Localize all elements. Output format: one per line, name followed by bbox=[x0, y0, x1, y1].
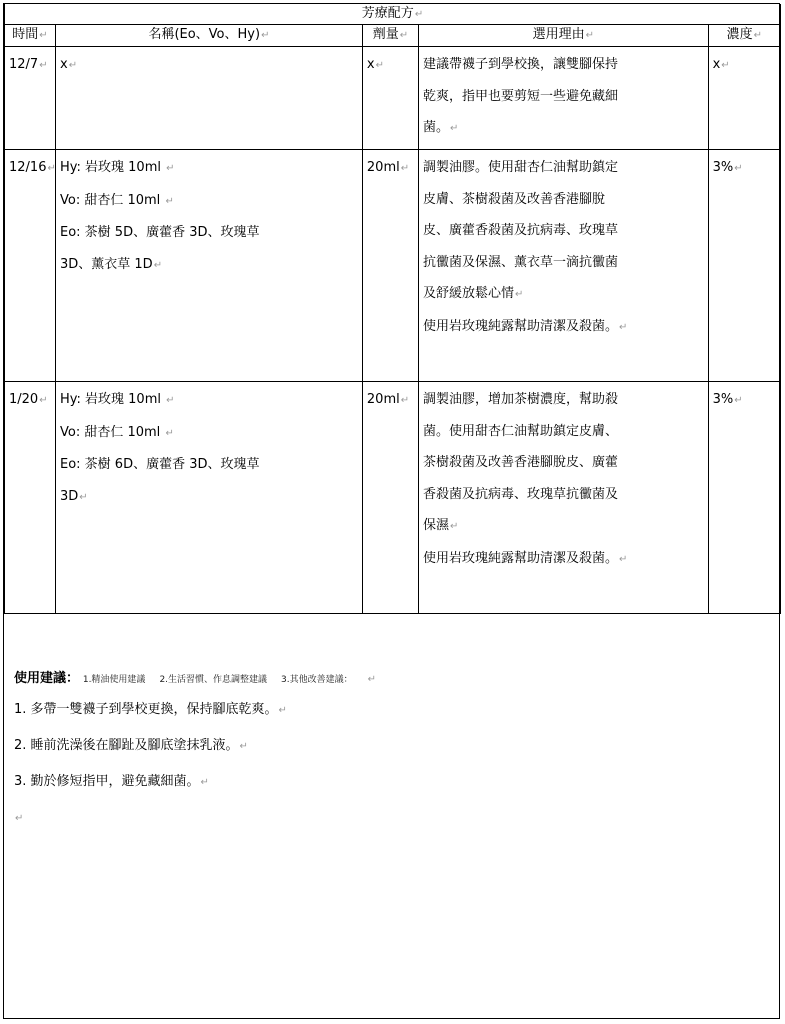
cell-time: 12/7↵ bbox=[5, 47, 56, 150]
cell-name: Hy: 岩玫瑰 10ml ↵ Vo: 甜杏仁 10ml ↵ Eo: 茶樹 6D、廣藿香 3D、玫瑰草 3D↵ bbox=[55, 382, 362, 614]
table-row bbox=[5, 382, 781, 614]
cell-reason: 建議帶襪子到學校換，讓雙腳保持 乾爽，指甲也要剪短一些避免藏細 菌。↵ bbox=[418, 47, 708, 150]
table-title: 芳療配方↵ bbox=[5, 4, 781, 25]
advice-section bbox=[4, 658, 779, 836]
header-concentration: 濃度↵ bbox=[708, 25, 780, 47]
cell-concentration: 3%↵ bbox=[708, 382, 780, 614]
cell-reason: 調製油膠。使用甜杏仁油幫助鎮定 皮膚、茶樹殺菌及改善香港腳脫 皮、廣藿香殺菌及抗病毒、玫瑰草 抗黴菌及保濕、薰衣草一滴抗黴菌 及舒緩放鬆心情↵ 使用岩玫瑰純露幫助清潔及殺菌。↵ bbox=[418, 150, 708, 382]
aroma-formula-table bbox=[4, 4, 781, 614]
cell-dose: 20ml↵ bbox=[362, 382, 418, 614]
advice-item: 1. 多帶一雙襪子到學校更換，保持腳底乾爽。↵ bbox=[14, 702, 287, 717]
cell-name: Hy: 岩玫瑰 10ml ↵ Vo: 甜杏仁 10ml ↵ Eo: 茶樹 5D、廣藿香 3D、玫瑰草 3D、薰衣草 1D↵ bbox=[55, 150, 362, 382]
advice-item: 2. 睡前洗澡後在腳趾及腳底塗抹乳液。↵ bbox=[14, 738, 248, 753]
advice-categories: 1.精油使用建議 2.生活習慣、作息調整建議 3.其他改善建議： ↵ bbox=[82, 674, 377, 685]
header-reason: 選用理由↵ bbox=[418, 25, 708, 47]
document-page bbox=[3, 3, 780, 1019]
table-header-row bbox=[5, 25, 781, 47]
table-row bbox=[5, 47, 781, 150]
empty-paragraph: ↵ bbox=[15, 813, 24, 824]
cell-name: x↵ bbox=[55, 47, 362, 150]
header-name: 名稱(Eo、Vo、Hy)↵ bbox=[55, 25, 362, 47]
header-dose: 劑量↵ bbox=[362, 25, 418, 47]
cell-dose: x↵ bbox=[362, 47, 418, 150]
cell-concentration: x↵ bbox=[708, 47, 780, 150]
cell-dose: 20ml↵ bbox=[362, 150, 418, 382]
advice-label: 使用建議： bbox=[14, 671, 80, 686]
cell-time: 12/16↵ bbox=[5, 150, 56, 382]
advice-item: 3. 勤於修短指甲，避免藏細菌。↵ bbox=[14, 774, 209, 789]
header-time: 時間↵ bbox=[5, 25, 56, 47]
cell-concentration: 3%↵ bbox=[708, 150, 780, 382]
table-row bbox=[5, 150, 781, 382]
cell-reason: 調製油膠，增加茶樹濃度，幫助殺 菌。使用甜杏仁油幫助鎮定皮膚、 茶樹殺菌及改善香港腳脫皮、廣藿 香殺菌及抗病毒、玫瑰草抗黴菌及 保濕↵ 使用岩玫瑰純露幫助清潔及殺菌。↵ bbox=[418, 382, 708, 614]
advice-header bbox=[14, 666, 779, 692]
cell-time: 1/20↵ bbox=[5, 382, 56, 614]
